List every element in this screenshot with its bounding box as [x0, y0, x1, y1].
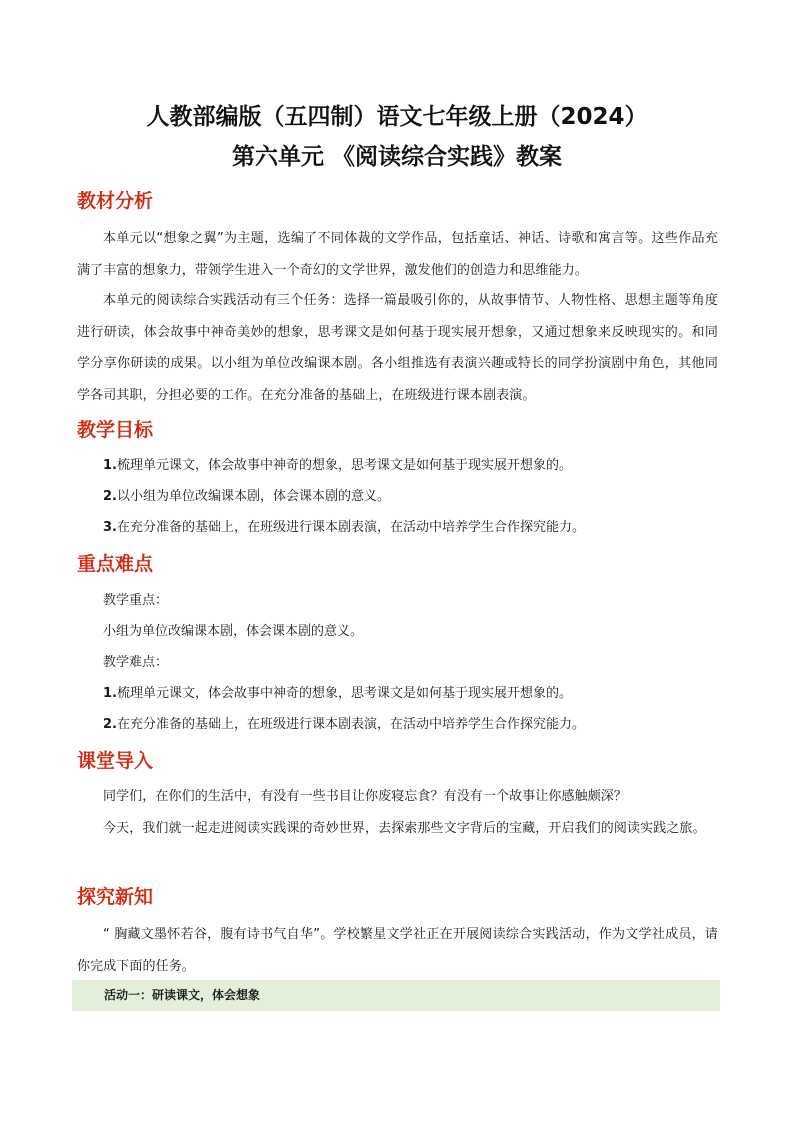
- difficulty-item-text: 在充分准备的基础上，在班级进行课本剧表演，在活动中培养学生合作探究能力。: [116, 717, 585, 732]
- analysis-paragraph-2: 本单元的阅读综合实践活动有三个任务：选择一篇最吸引你的，从故事情节、人物性格、思想主题等角度进行研读，体会故事中神奇美妙的想象，思考课文是如何基于现实展开想象，又通过想象来反映现实的。和同学分享你研读的成果。以小组为单位改编课本剧。各小组推选有表演兴趣或特长的同学扮演剧中角色，其他同学各司其职，分担必要的工作。在充分准备的基础上，在班级进行课本剧表演。: [77, 293, 718, 403]
- goal-item-text: 在充分准备的基础上，在班级进行课本剧表演，在活动中培养学生合作探究能力。: [116, 520, 585, 535]
- goal-item: [103, 518, 585, 538]
- goal-item-text: 梳理单元课文，体会故事中神奇的想象，思考课文是如何基于现实展开想象的。: [116, 458, 572, 473]
- difficulty-item: [103, 715, 585, 735]
- section-heading-goals: 教学目标: [77, 419, 154, 441]
- goal-item: [103, 487, 390, 507]
- intro-paragraph-1: 同学们，在你们的生活中，有没有一些书目让你废寝忘食？有没有一个故事让你感触颇深？: [103, 789, 628, 804]
- goal-item-number: 3.: [103, 520, 117, 535]
- difficulty-label: 教学难点：: [103, 655, 169, 670]
- section-heading-focus: 重点难点: [77, 553, 154, 575]
- goal-item-number: 2.: [103, 489, 117, 504]
- intro-paragraph-2: 今天，我们就一起走进阅读实践课的奇妙世界，去探索那些文字背后的宝藏，开启我们的阅读实践之旅。: [103, 821, 706, 836]
- document-title-line2: 第六单元 《阅读综合实践》教案: [231, 144, 562, 170]
- goal-item-text: 以小组为单位改编课本剧，体会课本剧的意义。: [116, 489, 390, 504]
- analysis-paragraph-1: 本单元以“想象之翼”为主题，选编了不同体裁的文学作品，包括童话、神话、诗歌和寓言等。这些作品充满了丰富的想象力，带领学生进入一个奇幻的文学世界，激发他们的创造力和思维能力。: [77, 231, 718, 278]
- section-heading-explore: 探究新知: [77, 886, 154, 908]
- goal-item-number: 1.: [103, 458, 117, 473]
- section-heading-intro: 课堂导入: [77, 750, 154, 772]
- difficulty-item-text: 梳理单元课文，体会故事中神奇的想象，思考课文是如何基于现实展开想象的。: [116, 686, 572, 701]
- difficulty-item-number: 2.: [103, 717, 117, 732]
- section-heading-analysis: 教材分析: [77, 190, 154, 212]
- key-points-label: 教学重点：: [103, 593, 169, 608]
- explore-paragraph-1: “ 胸藏文墨怀若谷，腹有诗书气自华”。学校繁星文学社正在开展阅读综合实践活动，作为文学社成员，请你完成下面的任务。: [77, 927, 718, 974]
- key-points-text: 小组为单位改编课本剧，体会课本剧的意义。: [103, 624, 364, 639]
- activity-banner: [72, 980, 720, 1011]
- goal-item: [103, 456, 572, 476]
- activity-label: 活动一：研读课文，体会想象: [104, 988, 261, 1002]
- document-title-line1: 人教部编版（五四制）语文七年级上册（2024）: [146, 104, 648, 130]
- difficulty-item-number: 1.: [103, 686, 117, 701]
- difficulty-item: [103, 684, 572, 704]
